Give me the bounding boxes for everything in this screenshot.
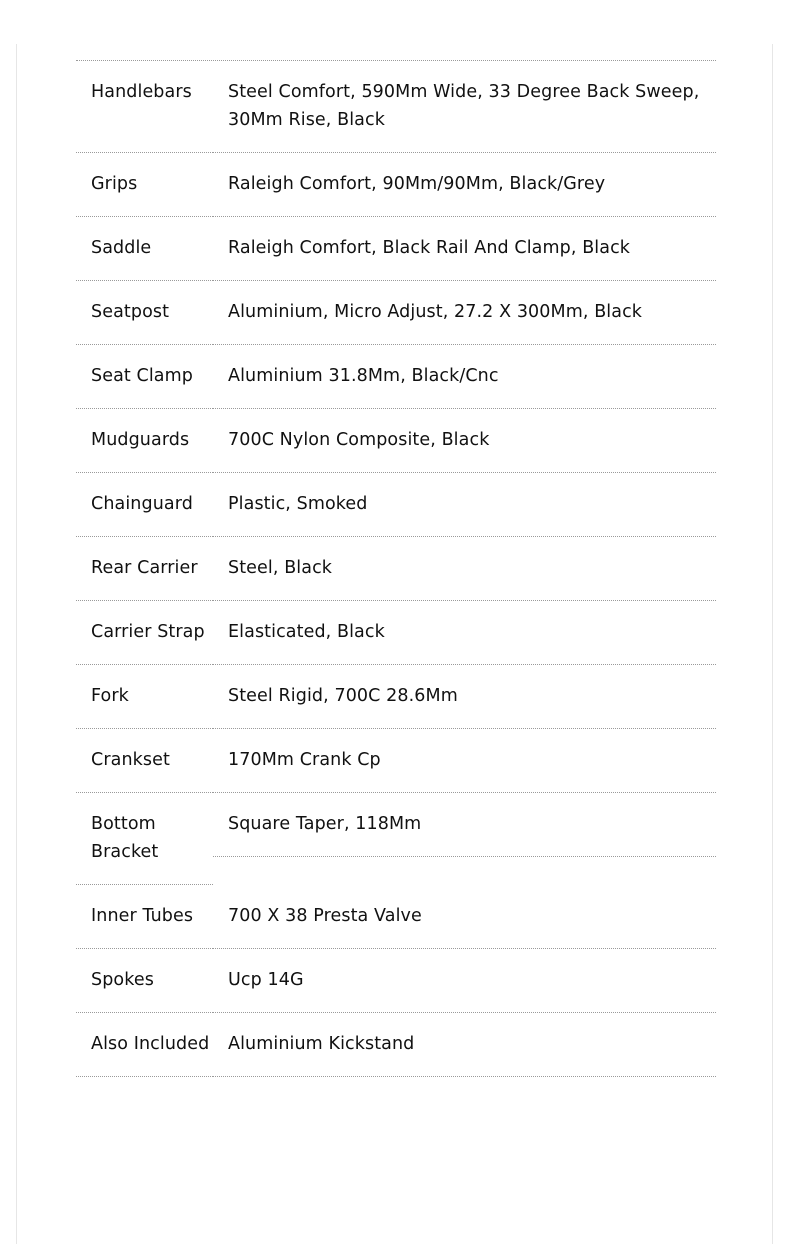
- spec-value: Raleigh Comfort, 90Mm/90Mm, Black/Grey: [213, 153, 716, 217]
- spec-value: Plastic, Smoked: [213, 473, 716, 537]
- spec-row-bottom-bracket: [76, 793, 716, 885]
- spec-label: Bottom Bracket: [76, 793, 213, 885]
- spec-value: Square Taper, 118Mm: [213, 793, 716, 857]
- spec-value: 170Mm Crank Cp: [213, 729, 716, 793]
- spec-row-crankset: [76, 729, 716, 793]
- spec-row-spokes: [76, 949, 716, 1013]
- specifications-table: [76, 60, 716, 1077]
- spec-row-seat-clamp: [76, 345, 716, 409]
- spec-row-also-included: [76, 1013, 716, 1077]
- spec-label: Seat Clamp: [76, 345, 213, 409]
- spec-row-mudguards: [76, 409, 716, 473]
- spec-label: Fork: [76, 665, 213, 729]
- spec-row-inner-tubes: [76, 885, 716, 949]
- spec-row-seatpost: [76, 281, 716, 345]
- spec-value: 700C Nylon Composite, Black: [213, 409, 716, 473]
- spec-label: Inner Tubes: [76, 885, 213, 949]
- spec-value: Ucp 14G: [213, 949, 716, 1013]
- spec-label: Saddle: [76, 217, 213, 281]
- spec-label: Mudguards: [76, 409, 213, 473]
- spec-label: Spokes: [76, 949, 213, 1013]
- spec-value: Steel Rigid, 700C 28.6Mm: [213, 665, 716, 729]
- spec-label: Carrier Strap: [76, 601, 213, 665]
- spec-row-chainguard: [76, 473, 716, 537]
- spec-value: Raleigh Comfort, Black Rail And Clamp, Black: [213, 217, 716, 281]
- spec-row-handlebars: [76, 61, 716, 153]
- spec-value: Steel, Black: [213, 537, 716, 601]
- spec-row-fork: [76, 665, 716, 729]
- spec-value: Aluminium, Micro Adjust, 27.2 X 300Mm, Black: [213, 281, 716, 345]
- spec-label: Also Included: [76, 1013, 213, 1077]
- spec-label: Rear Carrier: [76, 537, 213, 601]
- spec-value: 700 X 38 Presta Valve: [213, 885, 716, 949]
- spec-row-carrier-strap: [76, 601, 716, 665]
- spec-row-rear-carrier: [76, 537, 716, 601]
- spec-value: Steel Comfort, 590Mm Wide, 33 Degree Back Sweep, 30Mm Rise, Black: [213, 61, 716, 153]
- spec-row-saddle: [76, 217, 716, 281]
- spec-label: Grips: [76, 153, 213, 217]
- spec-row-grips: [76, 153, 716, 217]
- spec-value: Elasticated, Black: [213, 601, 716, 665]
- spec-value: Aluminium Kickstand: [213, 1013, 716, 1077]
- spec-value: Aluminium 31.8Mm, Black/Cnc: [213, 345, 716, 409]
- spec-label: Handlebars: [76, 61, 213, 153]
- spec-label: Chainguard: [76, 473, 213, 537]
- spec-label: Seatpost: [76, 281, 213, 345]
- spec-label: Crankset: [76, 729, 213, 793]
